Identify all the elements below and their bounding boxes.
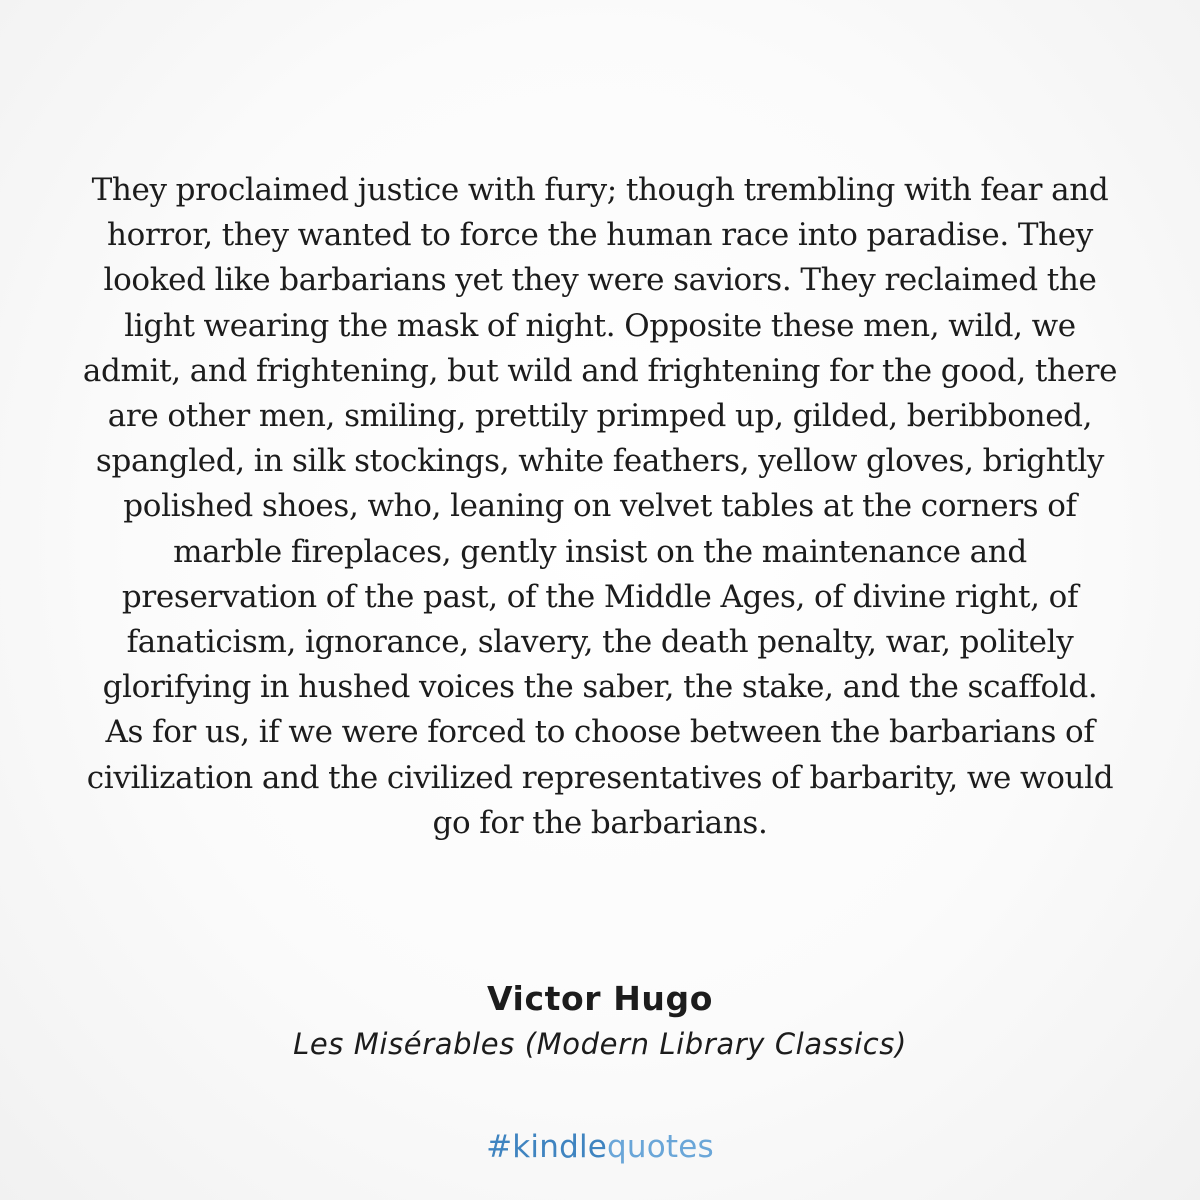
book-title: Les Misérables (Modern Library Classics) [293,1027,907,1061]
kindle-quotes-hashtag [0,1126,1200,1168]
quote-text: They proclaimed justice with fury; though trembling with fear and horror, they wanted to force the human race into paradise. They looked like barbarians yet they were saviors. They reclaimed the light wearing the mask of night. Opposite these men, wild, we admit, and frightening, but wild and frightening for the good, there are other men, smiling, prettily primped up, gilded, beribboned, spangled, in silk stockings, white feathers, yellow gloves, brightly polished shoes, who, leaning on velvet tables at the corners of marble fireplaces, gently insist on the maintenance and preservation of the past, of the Middle Ages, of divine right, of fanaticism, ignorance, slavery, the death penalty, war, politely glorifying in hushed voices the saber, the stake, and the scaffold. As for us, if we were forced to choose between the barbarians of civilization and the civilized representatives of barbarity, we would go for the barbarians. [82,172,1118,841]
hashtag-suffix: quotes [607,1129,714,1165]
author-name: Victor Hugo [486,979,714,1018]
hashtag-prefix: #kindle [486,1129,608,1165]
